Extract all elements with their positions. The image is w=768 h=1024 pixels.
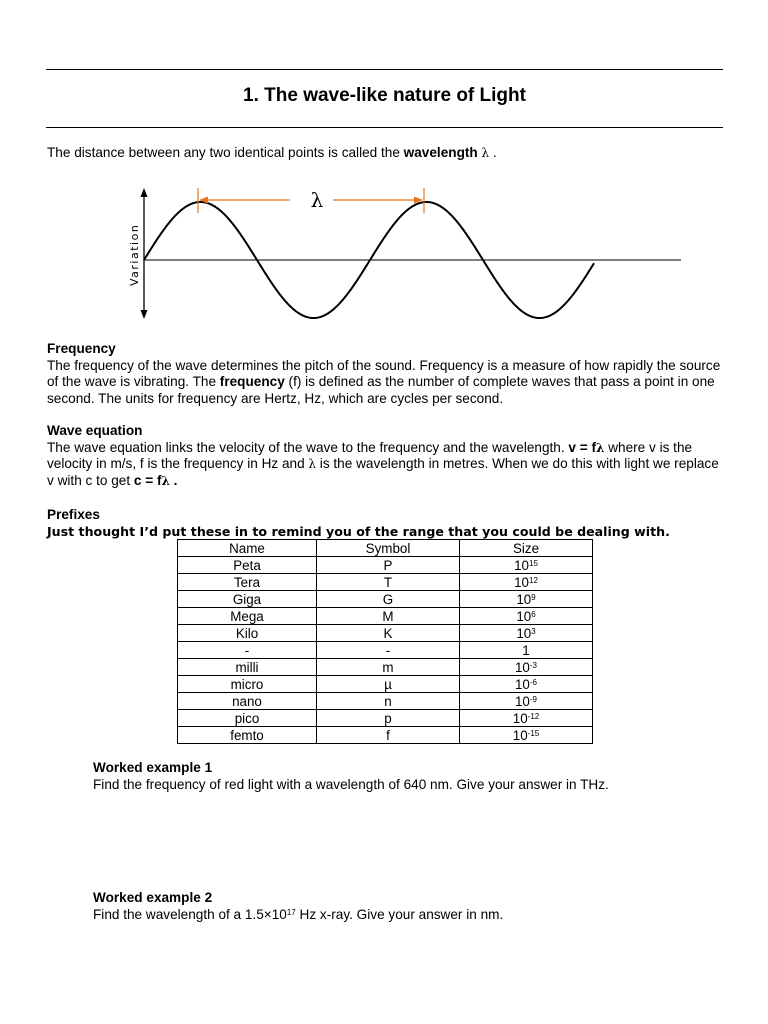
prefix-size-cell (460, 676, 593, 693)
size-base: 10 (514, 557, 529, 573)
equation-v-lambda: λ (596, 440, 605, 455)
equation-c (134, 473, 178, 488)
frequency-heading: Frequency (47, 341, 116, 356)
title-underline-rule (46, 127, 723, 128)
wavelength-label: λ (310, 188, 324, 212)
wave-equation-section (47, 423, 727, 489)
worked-example-1-text: Find the frequency of red light with a wavelength of 640 nm. Give your answer in THz. (93, 776, 609, 792)
prefix-symbol-cell: n (317, 693, 460, 710)
prefix-name-cell: nano (178, 693, 317, 710)
intro-end: . (489, 145, 497, 160)
table-row (178, 574, 593, 591)
prefix-size-cell (460, 574, 593, 591)
wave-equation-heading: Wave equation (47, 423, 143, 438)
worked-example-2-text-after: Hz x-ray. Give your answer in nm. (295, 906, 504, 922)
table-row (178, 625, 593, 642)
prefix-size-cell (460, 608, 593, 625)
page-title: 1. The wave-like nature of Light (243, 85, 526, 106)
table-row (178, 693, 593, 710)
worked-example-2 (93, 890, 503, 923)
table-row (178, 676, 593, 693)
frequency-text-2: (f) is defined as the number of complete waves that pass a point in one second. The units for frequency are Hertz, Hz, which are cycles per second. (47, 374, 715, 406)
size-base: 10 (512, 727, 528, 743)
prefix-name-cell: Peta (178, 557, 317, 574)
size-exponent: 15 (529, 558, 538, 568)
worked-example-2-text-before: Find the wavelength of a 1.5×10 (93, 906, 287, 922)
intro-paragraph (47, 145, 727, 162)
worked-example-1 (93, 760, 609, 793)
header-symbol: Symbol (317, 540, 460, 557)
prefix-size-cell (460, 625, 593, 642)
worked-example-2-text (93, 907, 503, 924)
prefixes-subheading: Just thought I’d put these in to remind you of the range that you could be dealing with. (47, 523, 670, 539)
equation-c-text: c = f (133, 472, 162, 488)
prefix-symbol-cell: m (317, 659, 460, 676)
wave-eq-text-1: The wave equation links the velocity of the wave to the frequency and the wavelength. (47, 439, 569, 455)
prefix-symbol-cell: P (317, 557, 460, 574)
size-exponent: 6 (531, 609, 536, 619)
prefix-name-cell: Giga (178, 591, 317, 608)
header-size: Size (460, 540, 593, 557)
prefix-symbol-cell: f (317, 727, 460, 744)
prefix-name-cell: Kilo (178, 625, 317, 642)
table-row (178, 642, 593, 659)
worked-example-2-exponent: 17 (286, 907, 296, 917)
size-base: 10 (514, 693, 530, 709)
size-exponent: -15 (527, 728, 540, 738)
equation-v (568, 440, 604, 455)
prefix-symbol-cell: M (317, 608, 460, 625)
prefix-size-cell (460, 710, 593, 727)
table-row (178, 727, 593, 744)
table-row (178, 710, 593, 727)
prefix-name-cell: femto (178, 727, 317, 744)
size-exponent: -6 (529, 677, 538, 687)
prefix-name-cell: pico (178, 710, 317, 727)
header-name: Name (178, 540, 317, 557)
prefix-size-cell (460, 693, 593, 710)
frequency-paragraph (47, 358, 727, 408)
prefix-size-cell (460, 591, 593, 608)
prefix-symbol-cell: - (317, 642, 460, 659)
size-exponent: -9 (529, 694, 538, 704)
prefixes-section (47, 507, 727, 540)
prefix-symbol-cell: K (317, 625, 460, 642)
size-base: 10 (514, 574, 529, 590)
wave-eq-text-2: where v is the velocity in m/s, f is the frequency in Hz and (47, 439, 693, 471)
variation-label: Variation (128, 223, 141, 286)
size-exponent: 12 (529, 575, 538, 585)
prefixes-heading: Prefixes (47, 507, 100, 522)
intro-wavelength-term: wavelength (403, 145, 478, 160)
table-row (178, 659, 593, 676)
prefix-name-cell: milli (178, 659, 317, 676)
size-exponent: -12 (527, 711, 540, 721)
prefix-name-cell: Mega (178, 608, 317, 625)
size-base: 10 (512, 710, 528, 726)
axis-arrow-down-icon (141, 310, 148, 319)
equation-v-text: v = f (568, 439, 597, 455)
intro-text: The distance between any two identical points is called the (47, 145, 404, 160)
size-base: 10 (514, 676, 530, 692)
table-row (178, 557, 593, 574)
size-base: 1 (522, 642, 530, 658)
size-base: 10 (516, 625, 532, 641)
table-row (178, 591, 593, 608)
frequency-text-1: The frequency of the wave determines the pitch of the sound. Frequency is a measure of how rapidly the source of the wave is vibrating. The (47, 357, 721, 389)
frequency-term: frequency (219, 374, 285, 389)
size-base: 10 (516, 608, 532, 624)
wave-diagram (120, 180, 690, 325)
table-row (178, 608, 593, 625)
prefix-name-cell: - (178, 642, 317, 659)
prefix-symbol-cell: T (317, 574, 460, 591)
prefix-size-cell (460, 727, 593, 744)
axis-arrow-up-icon (141, 188, 148, 197)
wave-eq-lambda: λ (308, 457, 317, 471)
size-exponent: -3 (529, 660, 538, 670)
equation-c-lambda: λ (161, 473, 170, 488)
prefix-size-cell (460, 557, 593, 574)
prefix-size-cell (460, 642, 593, 659)
prefix-symbol-cell: G (317, 591, 460, 608)
prefix-size-cell (460, 659, 593, 676)
intro-lambda-symbol: λ (481, 146, 490, 160)
prefix-name-cell: micro (178, 676, 317, 693)
size-base: 10 (514, 659, 530, 675)
prefix-symbol-cell: p (317, 710, 460, 727)
worked-example-1-heading: Worked example 1 (93, 760, 213, 775)
prefix-symbol-cell: µ (317, 676, 460, 693)
top-rule (46, 69, 723, 70)
table-header-row (178, 540, 593, 557)
frequency-section (47, 341, 727, 407)
worked-example-2-heading: Worked example 2 (93, 890, 213, 905)
size-exponent: 3 (531, 626, 536, 636)
prefixes-table (177, 539, 593, 744)
wave-eq-text-3: is the wavelength in metres. When we do this with light we replace v with c to get (47, 456, 719, 488)
prefix-name-cell: Tera (178, 574, 317, 591)
size-exponent: 9 (531, 592, 536, 602)
equation-c-end: . (169, 472, 178, 488)
wave-equation-paragraph (47, 440, 727, 490)
size-base: 10 (516, 591, 532, 607)
